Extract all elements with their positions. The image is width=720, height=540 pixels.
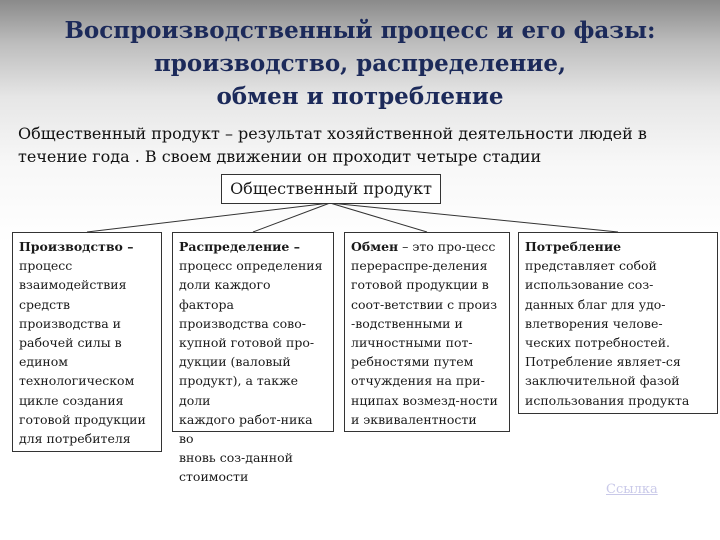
stage-line: производства и <box>19 315 121 331</box>
title-line: Воспроизводственный процесс и его фазы: <box>64 17 656 44</box>
stage-line: цикле создания <box>19 392 124 408</box>
stage-line: едином <box>19 354 69 370</box>
stage-line: дукции (валовый <box>179 354 291 370</box>
stage-line: заключительной фазой <box>525 373 680 389</box>
stage-heading <box>351 237 503 256</box>
stage-distribution <box>172 232 334 485</box>
stage-line: готовой продукции в <box>351 277 489 293</box>
stage-line: нципах возмезд-ности <box>351 392 498 408</box>
stage-line: продукт), а также доли <box>179 373 298 408</box>
stage-line: купной готовой про- <box>179 335 315 351</box>
connector-line <box>330 203 618 232</box>
stage-name: Производство – <box>19 239 134 254</box>
intro-text: Общественный продукт – результат хозяйственной деятельности людей в течение года . В своем движении он проходит четыре стадии <box>18 124 647 166</box>
root-node: Общественный продукт <box>221 174 441 204</box>
stage-production <box>12 232 162 452</box>
connector-line <box>87 203 330 232</box>
stage-line: влетворения челове- <box>525 315 663 331</box>
stage-line: производства сово- <box>179 315 306 331</box>
stage-name: Обмен <box>351 239 399 254</box>
stage-exchange <box>344 232 510 432</box>
stage-line: -водственными и <box>351 315 463 331</box>
stage-line: процесс <box>19 258 73 274</box>
stage-line: ческих потребностей. <box>525 335 671 351</box>
connector-line <box>330 203 427 232</box>
stage-name: Распределение – <box>179 239 300 254</box>
title-line: производство, распределение, <box>153 50 567 77</box>
stage-name: Потребление <box>525 239 622 254</box>
stage-line: стоимости <box>179 469 249 485</box>
stage-line: ребностями путем <box>351 354 474 370</box>
stage-line: для потребителя <box>19 431 131 447</box>
stage-line: каждого работ-ника во <box>179 411 313 447</box>
stage-line: использования продукта <box>525 392 690 408</box>
stage-name-suffix: – это про-цесс <box>398 239 496 254</box>
stage-line: рабочей силы в <box>19 335 122 351</box>
stage-line: представляет собой <box>525 258 657 274</box>
stage-line: личностными пот- <box>351 335 473 351</box>
stage-line: и эквивалентности <box>351 411 477 427</box>
stage-line: готовой продукции <box>19 411 146 427</box>
stage-line: использование соз- <box>525 277 654 293</box>
stage-line: вновь соз-данной <box>179 450 293 466</box>
stage-line: отчуждения на при- <box>351 373 485 389</box>
stage-line: перераспре-деления <box>351 258 488 274</box>
stage-line: технологическом <box>19 373 135 389</box>
stage-consumption <box>518 232 718 414</box>
stage-line: соот-ветствии с произ <box>351 296 498 312</box>
title-line: обмен и потребление <box>216 83 504 110</box>
stage-line: доли каждого фактора <box>179 277 271 312</box>
stage-line: взаимодействия <box>19 277 127 293</box>
stage-line: Потребление являет-ся <box>525 354 681 370</box>
stage-line: данных благ для удо- <box>525 296 666 312</box>
stage-line: процесс определения <box>179 258 323 274</box>
link[interactable]: Ссылка <box>606 482 658 497</box>
stage-line: средств <box>19 296 71 312</box>
